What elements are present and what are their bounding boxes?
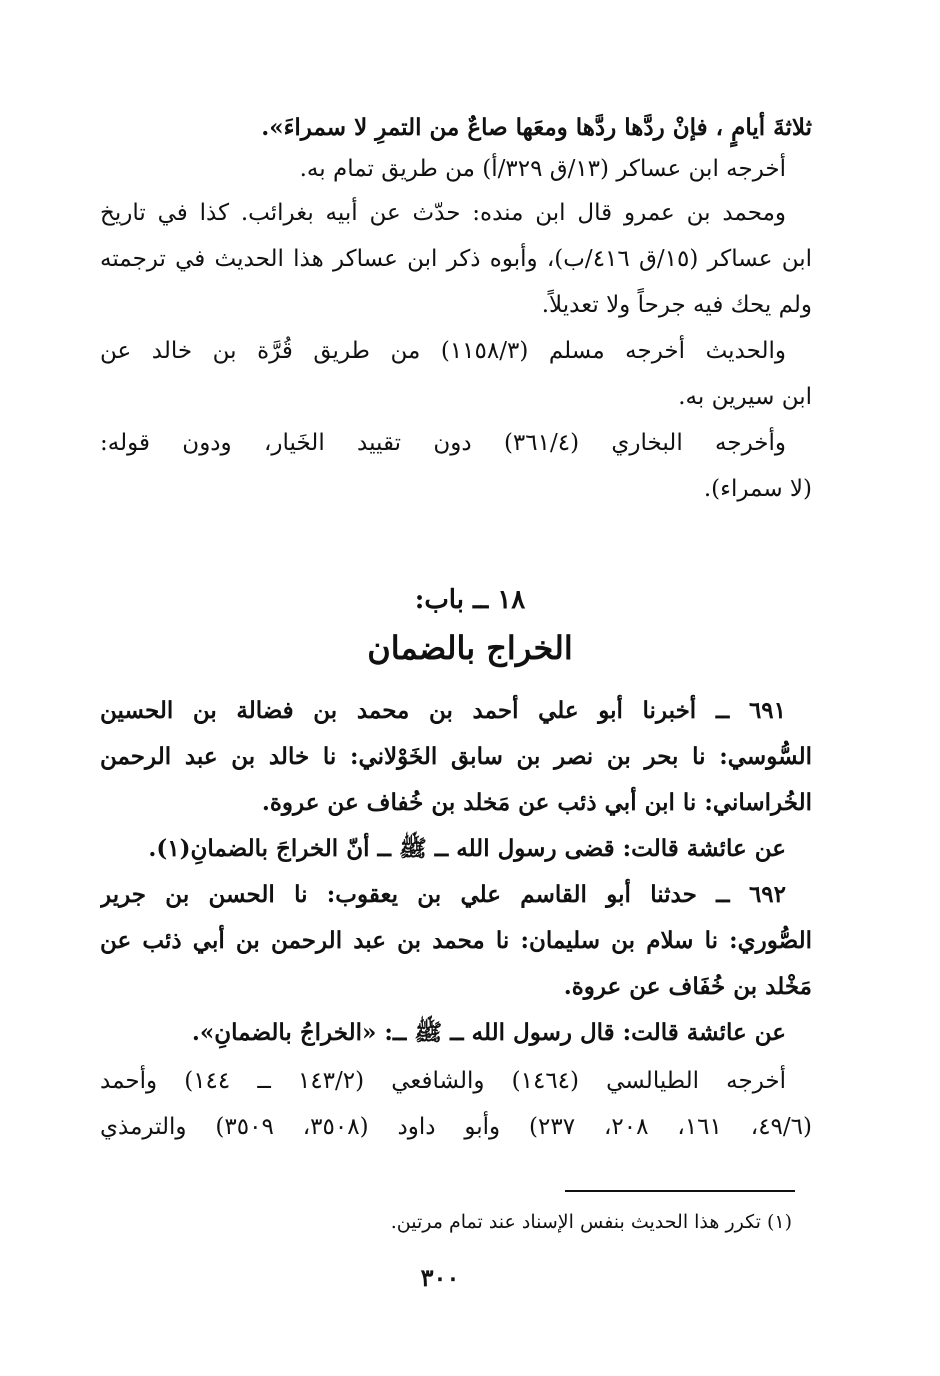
narrator-note-line: ومحمد بن عمرو قال ابن منده: حدّث عن أبيه بغرائب. كذا في تاريخ (100, 200, 786, 226)
isnad-line: ٦٩٢ ــ حدثنا أبو القاسم علي بن يعقوب: نا الحسن بن جرير (100, 881, 786, 908)
top-section (100, 108, 812, 512)
takhrij-line: (٤٩/٦، ١٦١، ٢٠٨، ٢٣٧) وأبو داود (٣٥٠٨، ٣٥٠٩) والترمذي (100, 1114, 812, 1140)
takhrij-line: أخرجه الطيالسي (١٤٦٤) والشافعي (١٤٣/٢ ــ ١٤٤) وأحمد (100, 1068, 786, 1094)
matn-line: عن عائشة قالت: قال رسول الله ــ ﷺ ــ: «الخراجُ بالضمانِ». (191, 1019, 786, 1046)
takhrij-line: أخرجه ابن عساكر (١٣/ق ٣٢٩/أ) من طريق تمام به. (299, 156, 786, 182)
footnote-text: (١) تكرر هذا الحديث بنفس الإسناد عند تمام مرتين. (390, 1211, 792, 1233)
takhrij-line: ابن سيرين به. (678, 384, 812, 410)
footnote-separator (565, 1190, 795, 1192)
isnad-line: السُّوسي: نا بحر بن نصر بن سابق الخَوْلاني: نا خالد بن عبد الرحمن (100, 743, 812, 770)
chapter-title: الخراج بالضمان (367, 629, 573, 667)
isnad-line: مَخْلد بن خُفَاف عن عروة. (563, 973, 812, 1000)
isnad-line: ٦٩١ ــ أخبرنا أبو علي أحمد بن محمد بن فضالة بن الحسين (100, 697, 786, 724)
hadith-692 (100, 872, 812, 1056)
takhrij-line: وأخرجه البخاري (٣٦١/٤) دون تقييد الخَيار، ودون قوله: (100, 430, 786, 456)
narrator-note-line: ولم يحك فيه جرحاً ولا تعديلاً. (541, 292, 812, 318)
page-number: ٣٠٠ (420, 1263, 460, 1292)
matn-line: عن عائشة قالت: قضى رسول الله ــ ﷺ ــ أنّ الخراجَ بالضمانِ(١). (148, 835, 786, 862)
footnote (100, 1205, 812, 1239)
takhrij-line: والحديث أخرجه مسلم (١١٥٨/٣) من طريق قُرَّة بن خالد عن (100, 338, 786, 364)
takhrij-line: (لا سمراء). (703, 476, 812, 502)
chapter-number: ١٨ ــ باب: (414, 585, 526, 615)
isnad-line: الصُّوري: نا سلام بن سليمان: نا محمد بن عبد الرحمن بن أبي ذئب عن (100, 927, 812, 954)
takhrij-section (100, 1058, 812, 1150)
isnad-line: الخُراساني: نا ابن أبي ذئب عن مَخلد بن خُفاف عن عروة. (261, 789, 812, 816)
hadith-691 (100, 688, 812, 872)
hadith-ending-line: ثلاثةَ أيامٍ ، فإنْ ردَّها ردَّها ومعَها صاعٌ من التمرِ لا سمراءَ». (261, 114, 812, 141)
narrator-note-line: ابن عساكر (١٥/ق ٤١٦/ب)، وأبوه ذكر ابن عساكر هذا الحديث في ترجمته (100, 246, 812, 272)
